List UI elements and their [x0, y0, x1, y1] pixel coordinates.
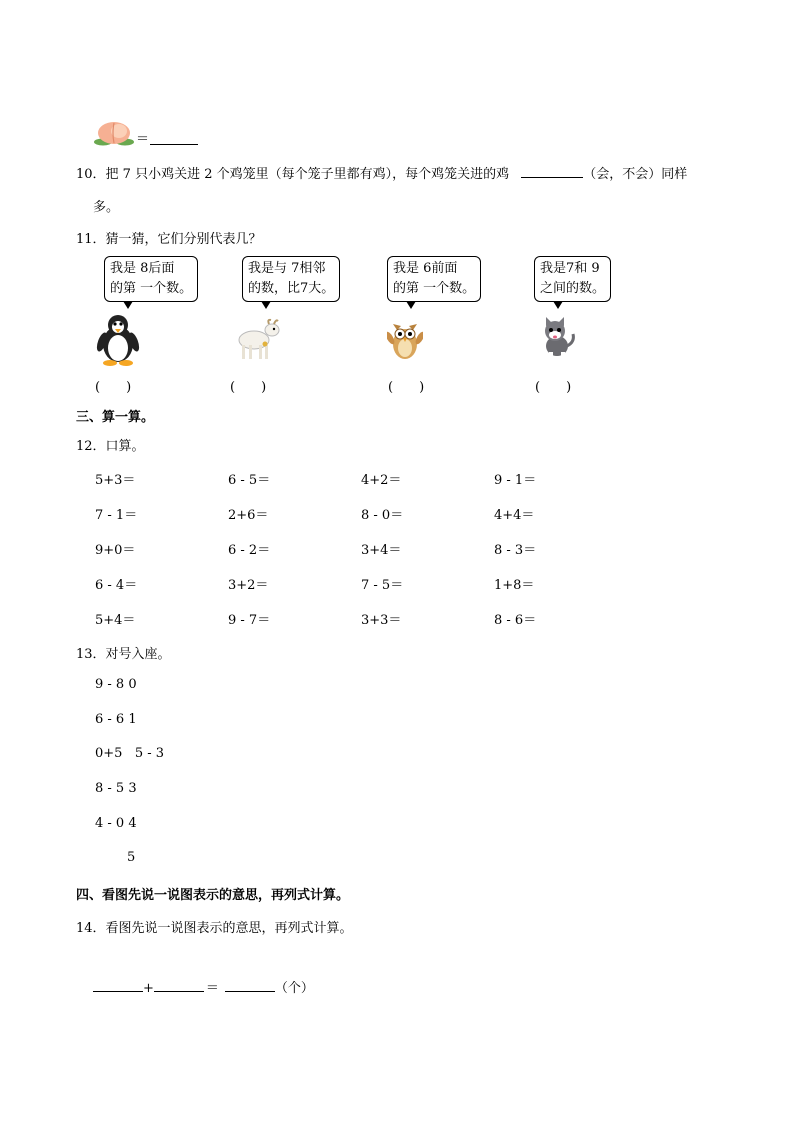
bubble-text-line: 的第 一个数。 — [110, 281, 193, 296]
q14-equals: ＝ — [205, 981, 219, 996]
cat-icon — [537, 316, 577, 360]
calc-item: 7 - 1＝ — [95, 508, 138, 523]
calc-item: 6 - 4＝ — [95, 578, 138, 593]
calc-item: 3+2＝ — [228, 578, 269, 593]
goat-icon — [232, 318, 282, 362]
q10-number: 10． — [76, 167, 106, 182]
q13-line: 0+5 5 - 3 — [95, 746, 165, 761]
calc-item: 9 - 7＝ — [228, 613, 271, 628]
section-4-title: 四、看图先说一说图表示的意思，再列式计算。 — [76, 888, 350, 903]
q11-title: 11．猜一猜，它们分别代表几？ — [76, 232, 262, 247]
penguin-speech-bubble — [104, 256, 198, 302]
calc-item: 2+6＝ — [228, 508, 269, 523]
q14-blank-2[interactable] — [154, 978, 204, 992]
q14-unit: （个） — [274, 981, 314, 996]
bubble-text-line: 我是 6前面 — [393, 261, 458, 276]
calc-item: 9+0＝ — [95, 543, 136, 558]
bubble-text-line: 我是7和 9 — [540, 261, 600, 276]
owl-icon — [387, 318, 423, 362]
calc-item: 4+4＝ — [494, 508, 535, 523]
calc-item: 7 - 5＝ — [361, 578, 404, 593]
owl-speech-bubble — [387, 256, 481, 302]
calc-item: 8 - 6＝ — [494, 613, 537, 628]
calc-item: 8 - 0＝ — [361, 508, 404, 523]
q10-text-a: 把 7 只小鸡关进 2 个鸡笼里（每个笼子里都有鸡），每个鸡笼关进的鸡 — [105, 167, 510, 182]
bubble-text-line: 的第 一个数。 — [393, 281, 476, 296]
q14-title: 14．看图先说一说图表示的意思，再列式计算。 — [76, 921, 353, 936]
q14-blank-3[interactable] — [225, 978, 275, 992]
calc-item: 6 - 2＝ — [228, 543, 271, 558]
penguin-icon — [95, 312, 141, 368]
calc-item: 8 - 3＝ — [494, 543, 537, 558]
q10-text-c: 多。 — [93, 200, 120, 215]
goat-speech-bubble — [242, 256, 340, 302]
section-3-title: 三、算一算。 — [76, 410, 155, 425]
bubble-text-line: 我是 8后面 — [110, 261, 175, 276]
q13-line: 9 - 8 0 — [95, 677, 137, 692]
bubble-text-line: 的数，比7大。 — [248, 281, 335, 296]
calc-item: 3+4＝ — [361, 543, 402, 558]
calc-item: 9 - 1＝ — [494, 473, 537, 488]
calc-item: 4+2＝ — [361, 473, 402, 488]
q14-plus: + — [143, 981, 154, 996]
bubble-text-line: 我是与 7相邻 — [248, 261, 326, 276]
q13-line: 8 - 5 3 — [95, 781, 137, 796]
q13-line: 4 - 0 4 — [95, 816, 137, 831]
calc-item: 5+3＝ — [95, 473, 136, 488]
q13-line: 5 — [127, 850, 136, 865]
q14-equation-row — [93, 977, 314, 996]
q11-answer-goat[interactable]: ( ) — [230, 380, 267, 395]
q13-line: 6 - 6 1 — [95, 712, 137, 727]
q14-blank-1[interactable] — [93, 978, 143, 992]
q9-equals: ＝ — [136, 132, 150, 147]
q10-answer-blank[interactable] — [521, 165, 583, 178]
bubble-text-line: 之间的数。 — [540, 281, 606, 296]
question-10 — [76, 163, 687, 182]
q11-answer-owl[interactable]: ( ) — [388, 380, 425, 395]
calc-item: 3+3＝ — [361, 613, 402, 628]
q11-answer-cat[interactable]: ( ) — [535, 380, 572, 395]
peach-icon — [93, 120, 135, 146]
q9-answer-blank[interactable] — [150, 130, 198, 145]
q12-title: 12．口算。 — [76, 439, 145, 454]
q10-text-b: （会，不会）同样 — [583, 167, 688, 182]
q13-title: 13．对号入座。 — [76, 647, 171, 662]
calc-item: 5+4＝ — [95, 613, 136, 628]
cat-speech-bubble — [534, 256, 611, 302]
calc-item: 1+8＝ — [494, 578, 535, 593]
calc-item: 6 - 5＝ — [228, 473, 271, 488]
q11-answer-penguin[interactable]: ( ) — [95, 380, 132, 395]
